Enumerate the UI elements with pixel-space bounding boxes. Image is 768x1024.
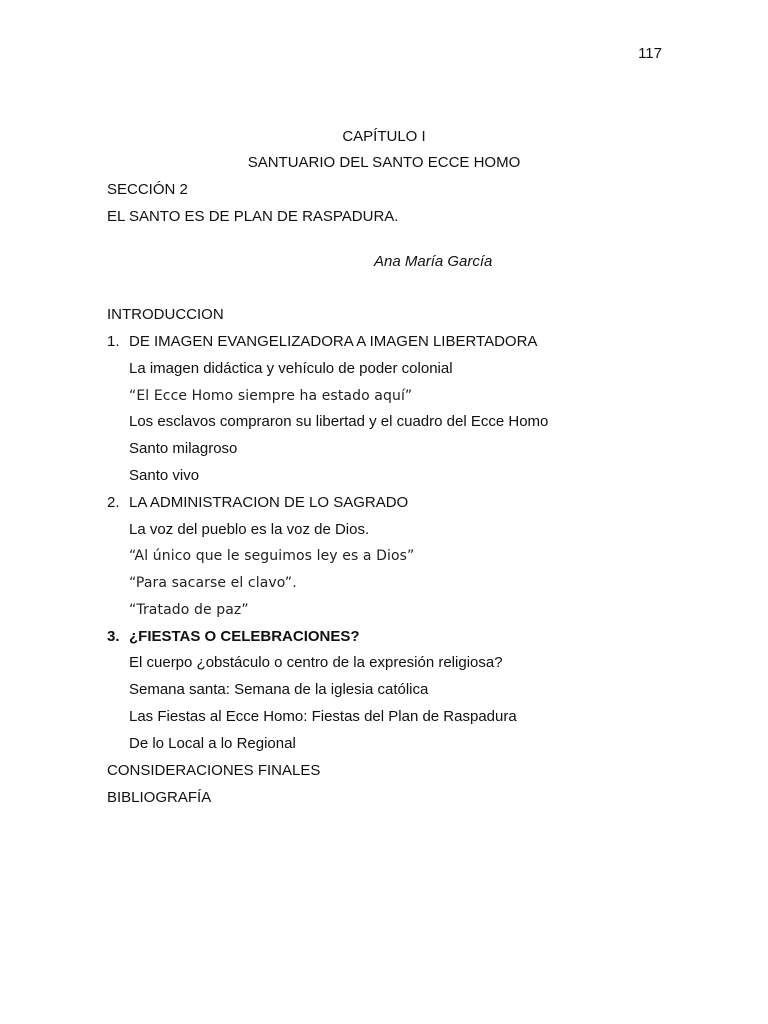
toc-item: Los esclavos compraron su libertad y el cuadro del Ecce Homo	[129, 413, 549, 430]
toc-item-quote: “Tratado de paz”	[129, 602, 249, 618]
toc-section-1-number: 1.	[107, 333, 120, 350]
toc-item: El cuerpo ¿obstáculo o centro de la expresión religiosa?	[129, 654, 503, 671]
toc-item: Semana santa: Semana de la iglesia católica	[129, 681, 429, 698]
toc-item: Santo vivo	[129, 467, 200, 484]
toc-item: De lo Local a lo Regional	[129, 735, 296, 752]
toc-bibliography: BIBLIOGRAFÍA	[107, 789, 212, 806]
toc-item-quote: “Para sacarse el clavo”.	[129, 575, 297, 591]
toc-final-considerations: CONSIDERACIONES FINALES	[107, 762, 321, 779]
page-number: 117	[638, 45, 662, 62]
section-title: EL SANTO ES DE PLAN DE RASPADURA.	[107, 208, 399, 225]
toc-item: La imagen didáctica y vehículo de poder colonial	[129, 360, 453, 377]
toc-item-quote: “El Ecce Homo siempre ha estado aquí”	[129, 388, 413, 404]
toc-section-3-number: 3.	[107, 628, 120, 645]
toc-item-quote: “Al único que le seguimos ley es a Dios”	[129, 548, 415, 564]
toc-section-1-title: DE IMAGEN EVANGELIZADORA A IMAGEN LIBERTADORA	[129, 333, 538, 350]
toc-item: Santo milagroso	[129, 440, 238, 457]
chapter-title: SANTUARIO DEL SANTO ECCE HOMO	[247, 154, 521, 171]
section-heading: SECCIÓN 2	[107, 181, 188, 198]
toc-section-2-title: LA ADMINISTRACION DE LO SAGRADO	[129, 494, 409, 511]
toc-item: Las Fiestas al Ecce Homo: Fiestas del Plan de Raspadura	[129, 708, 517, 725]
toc-introduction: INTRODUCCION	[107, 306, 224, 323]
toc-item: La voz del pueblo es la voz de Dios.	[129, 521, 370, 538]
chapter-heading: CAPÍTULO I	[342, 128, 426, 145]
author-name: Ana María García	[374, 253, 493, 270]
toc-section-2-number: 2.	[107, 494, 120, 511]
toc-section-3-title: ¿FIESTAS O CELEBRACIONES?	[129, 628, 360, 645]
